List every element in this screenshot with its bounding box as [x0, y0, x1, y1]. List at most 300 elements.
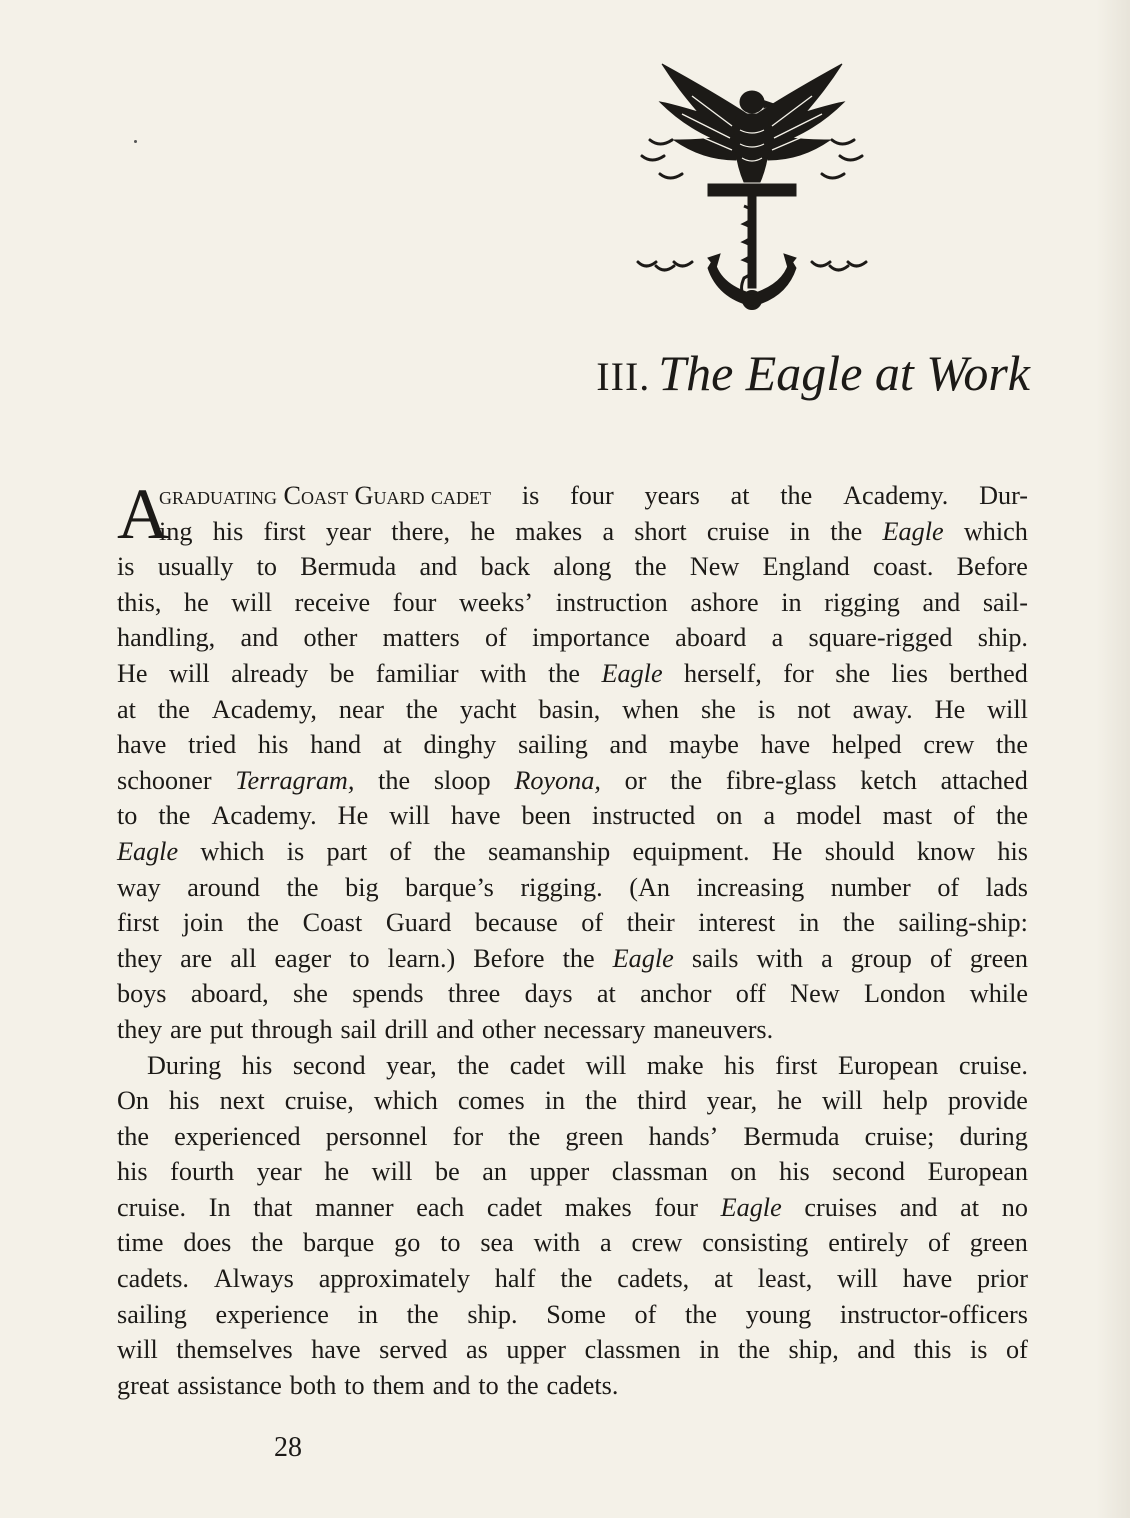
word: During: [147, 1050, 222, 1080]
text-line: [117, 763, 1028, 799]
word: square-rigged: [808, 623, 953, 653]
page-edge-shadow: [1096, 0, 1130, 1518]
word: his: [997, 836, 1028, 866]
word: Eagle: [117, 836, 179, 866]
word: year: [256, 1157, 302, 1187]
paragraph-1: [117, 474, 1028, 1048]
word: is: [521, 481, 540, 510]
chapter-number: III.: [596, 354, 651, 399]
word: short: [634, 516, 687, 546]
word: second: [292, 1050, 366, 1080]
word: there,: [391, 516, 451, 546]
word: make: [646, 1050, 704, 1080]
word: near: [338, 694, 384, 724]
word: each: [416, 1192, 465, 1222]
text-line: [117, 727, 1028, 763]
text-line: [117, 1190, 1028, 1226]
word: with: [533, 1228, 581, 1258]
word: basin,: [538, 694, 601, 724]
word: while: [969, 979, 1028, 1009]
word: and: [899, 1192, 938, 1222]
word: of: [581, 908, 604, 938]
word: the: [286, 872, 319, 902]
text-line: [117, 905, 1028, 941]
word: cadets.: [546, 1370, 619, 1400]
word: of: [953, 801, 975, 831]
word: this: [913, 1335, 952, 1365]
word: the: [251, 1228, 284, 1258]
word: as: [466, 1335, 488, 1365]
text-line: [117, 1261, 1028, 1297]
word: mast: [882, 801, 933, 831]
text-line: [117, 941, 1028, 977]
word: barque: [303, 1228, 375, 1258]
word: attached: [940, 765, 1028, 795]
word: berthed: [949, 658, 1028, 688]
word: Always: [213, 1264, 294, 1294]
word: the: [738, 1335, 771, 1365]
word: He: [117, 658, 148, 688]
eagle-anchor-emblem-icon: [632, 56, 872, 312]
word: to: [440, 1228, 461, 1258]
word: and: [922, 587, 961, 617]
text-line: [117, 1048, 1028, 1084]
word: Academy.: [211, 801, 317, 831]
word: not: [797, 694, 831, 724]
word: go: [394, 1228, 421, 1258]
word: three: [447, 979, 501, 1009]
word: to: [344, 1370, 365, 1400]
word: sea: [480, 1228, 514, 1258]
word: maneuvers.: [653, 1014, 774, 1044]
word: she: [700, 694, 736, 724]
word: through: [251, 1014, 333, 1044]
word: prior: [977, 1264, 1028, 1294]
word: during: [959, 1121, 1028, 1151]
word: he: [777, 1086, 802, 1116]
word: instructed: [591, 801, 696, 831]
word: should: [824, 836, 895, 866]
word: which: [200, 836, 265, 866]
word: a: [771, 623, 784, 653]
word: the: [830, 516, 863, 546]
body-text: [117, 474, 1028, 1403]
word: an: [482, 1157, 507, 1187]
word: he: [470, 516, 496, 546]
word: next: [219, 1086, 265, 1116]
word: for: [452, 1121, 484, 1151]
word: the: [548, 658, 581, 688]
word: been: [521, 801, 571, 831]
word: will: [371, 1157, 413, 1187]
word: In: [208, 1192, 231, 1222]
word: with: [756, 943, 804, 973]
word: entirely: [828, 1228, 909, 1258]
word: second: [832, 1157, 906, 1187]
word: classman: [611, 1157, 708, 1187]
word: the: [117, 1121, 149, 1151]
word: join: [182, 908, 224, 938]
word: Terragram,: [235, 765, 355, 795]
word: and: [436, 1014, 474, 1044]
word: have: [117, 730, 167, 760]
word: they: [117, 1014, 163, 1044]
word: will: [231, 587, 273, 617]
word: He: [337, 801, 369, 831]
word: He: [934, 694, 966, 724]
word: instructor-officers: [839, 1299, 1028, 1329]
word: the: [158, 801, 191, 831]
word: cadet: [509, 1050, 566, 1080]
word: ship.: [977, 623, 1028, 653]
text-line: [117, 1083, 1028, 1119]
word: crew: [923, 730, 975, 760]
word: first: [263, 516, 306, 546]
word: are: [180, 943, 213, 973]
word: crew: [631, 1228, 683, 1258]
word: barque’s: [405, 872, 494, 902]
word: Eagle: [612, 943, 674, 973]
word: ashore: [690, 587, 759, 617]
word: tried: [188, 730, 237, 760]
word: the: [405, 694, 438, 724]
word: he: [183, 587, 209, 617]
word: sail: [340, 1014, 377, 1044]
word: his: [169, 1086, 200, 1116]
text-line: [117, 1119, 1028, 1155]
word: ketch: [860, 765, 917, 795]
word: of: [389, 836, 412, 866]
word: of: [484, 623, 507, 653]
word: and: [857, 1335, 896, 1365]
word: cadets.: [117, 1264, 189, 1294]
word: increasing: [696, 872, 805, 902]
word: which: [963, 516, 1028, 546]
word: rigging.: [520, 872, 603, 902]
word: rigging: [824, 587, 900, 617]
word: his: [257, 730, 289, 760]
word: will: [117, 1335, 158, 1365]
word: a: [600, 1228, 612, 1258]
word: upper: [506, 1335, 567, 1365]
word: familiar: [375, 658, 459, 688]
word: Academy.: [843, 481, 949, 510]
chapter-heading: [480, 344, 1030, 402]
text-line: [117, 834, 1028, 870]
word: ship.: [467, 1299, 518, 1329]
word: know: [916, 836, 976, 866]
word: aboard: [675, 623, 747, 653]
speck-mark: [134, 140, 137, 143]
word: cadets,: [617, 1264, 690, 1294]
word: will: [837, 1264, 878, 1294]
word: green: [969, 943, 1028, 973]
word: his: [117, 1157, 148, 1187]
word: Eagle: [720, 1192, 782, 1222]
word: seamanship: [487, 836, 611, 866]
word: his: [779, 1157, 810, 1187]
text-line: [117, 1012, 1028, 1048]
text-line: [117, 585, 1028, 621]
word: when: [622, 694, 679, 724]
word: at: [730, 481, 750, 510]
chapter-title: The Eagle at Work: [658, 345, 1030, 401]
word: they: [117, 943, 163, 973]
word: (An: [629, 872, 670, 902]
word: of: [634, 1299, 657, 1329]
word: on: [730, 1157, 757, 1187]
word: be: [329, 658, 355, 688]
word: time: [117, 1228, 164, 1258]
word: interest: [698, 908, 776, 938]
word: four: [392, 587, 437, 617]
word: model: [796, 801, 862, 831]
word: He: [771, 836, 803, 866]
word: in: [544, 1086, 566, 1116]
word: yacht: [459, 694, 517, 724]
word: instruction: [555, 587, 668, 617]
word: have: [902, 1264, 953, 1294]
word: their: [626, 908, 675, 938]
word: number: [830, 872, 911, 902]
word: will: [821, 1086, 863, 1116]
word: all: [230, 943, 257, 973]
word: cruise: [706, 516, 770, 546]
word: back: [480, 552, 530, 582]
drop-cap: A: [117, 474, 169, 554]
word: part: [326, 836, 368, 866]
text-line: [117, 870, 1028, 906]
word: ship,: [788, 1335, 839, 1365]
word: Royona,: [514, 765, 601, 795]
word: of: [929, 943, 952, 973]
word: is: [286, 836, 305, 866]
word: in: [699, 1335, 720, 1365]
word: Eagle: [882, 516, 944, 546]
word: or: [624, 765, 647, 795]
word: to: [349, 943, 370, 973]
word: have: [451, 801, 501, 831]
text-line: [117, 656, 1028, 692]
text-line: [117, 798, 1028, 834]
word: Bermuda: [743, 1121, 840, 1151]
text-line: [117, 1332, 1028, 1368]
word: away.: [852, 694, 913, 724]
word: with: [480, 658, 527, 688]
word: aboard,: [190, 979, 269, 1009]
word: have: [760, 730, 811, 760]
word: young: [745, 1299, 812, 1329]
word: Coast: [302, 908, 363, 938]
word: handling,: [117, 623, 216, 653]
word: at: [117, 694, 136, 724]
word: provide: [947, 1086, 1028, 1116]
word: cruises: [804, 1192, 878, 1222]
word: cruise.: [958, 1050, 1028, 1080]
word: at: [382, 730, 402, 760]
word: Some: [546, 1299, 606, 1329]
word: the: [157, 694, 190, 724]
text-line: [117, 478, 1028, 514]
word: help: [882, 1086, 928, 1116]
word: drill: [384, 1014, 429, 1044]
word: around: [187, 872, 260, 902]
word: year,: [386, 1050, 437, 1080]
word: the: [378, 765, 411, 795]
word: receive: [294, 587, 371, 617]
word: is: [757, 694, 776, 724]
word: at: [960, 1192, 980, 1222]
word: and: [609, 730, 648, 760]
word: year,: [706, 1086, 758, 1116]
word: group: [850, 943, 912, 973]
word: sailing: [517, 730, 588, 760]
word: have: [311, 1335, 361, 1365]
word: sailing-ship:: [898, 908, 1028, 938]
word: coast.: [873, 552, 934, 582]
word: Before: [956, 552, 1028, 582]
word: because: [474, 908, 558, 938]
word: to: [478, 1370, 499, 1400]
word: in: [357, 1299, 378, 1329]
text-line: [117, 620, 1028, 656]
text-line: [117, 1154, 1028, 1190]
word: the: [506, 1370, 539, 1400]
word: On: [117, 1086, 150, 1116]
word: third: [637, 1086, 687, 1116]
word: in: [781, 587, 802, 617]
word: that: [253, 1192, 293, 1222]
word: the: [842, 908, 875, 938]
word: she: [835, 658, 871, 688]
word: served: [379, 1335, 448, 1365]
word: to: [256, 552, 277, 582]
word: hand: [310, 730, 362, 760]
word: the: [433, 836, 466, 866]
word: the: [406, 1299, 439, 1329]
word: assistance: [177, 1370, 282, 1400]
word: Guard: [385, 908, 452, 938]
word: the: [670, 765, 703, 795]
text-line: [117, 549, 1028, 585]
word: schooner: [117, 765, 212, 795]
word: lies: [891, 658, 928, 688]
word: for: [783, 658, 814, 688]
word: the: [562, 943, 595, 973]
word: in: [789, 516, 811, 546]
word: anchor: [640, 979, 712, 1009]
text-line: [117, 1368, 1028, 1404]
word: first: [117, 908, 160, 938]
word: lads: [985, 872, 1028, 902]
text-line: [117, 976, 1028, 1012]
word: the: [685, 1299, 718, 1329]
word: European: [927, 1157, 1028, 1187]
word: big: [345, 872, 379, 902]
word: great: [117, 1370, 170, 1400]
word: comes: [457, 1086, 525, 1116]
word: approximately: [318, 1264, 470, 1294]
word: least,: [757, 1264, 813, 1294]
word: a: [602, 516, 615, 546]
word: be: [434, 1157, 460, 1187]
word: in: [798, 908, 820, 938]
word: sailing: [117, 1299, 187, 1329]
word: Eagle: [601, 658, 663, 688]
word: the: [560, 1264, 593, 1294]
word: four: [570, 481, 614, 510]
word: graduating Coast Guard cadet: [159, 481, 492, 510]
word: half: [494, 1264, 536, 1294]
word: usually: [157, 552, 234, 582]
word: sails: [691, 943, 739, 973]
word: his: [724, 1050, 755, 1080]
word: New: [689, 552, 740, 582]
word: will: [987, 694, 1028, 724]
word: London: [863, 979, 946, 1009]
word: his: [241, 1050, 273, 1080]
word: herself,: [684, 658, 762, 688]
word: which: [373, 1086, 438, 1116]
word: will: [585, 1050, 627, 1080]
word: fibre-glass: [725, 765, 837, 795]
word: ing: [159, 516, 193, 546]
word: year: [325, 516, 371, 546]
word: days: [524, 979, 573, 1009]
word: of: [937, 872, 960, 902]
word: will: [168, 658, 210, 688]
word: years: [644, 481, 700, 510]
word: other: [303, 623, 358, 653]
word: the: [995, 730, 1028, 760]
word: cadet: [486, 1192, 543, 1222]
word: first: [775, 1050, 818, 1080]
word: at: [714, 1264, 733, 1294]
word: upper: [529, 1157, 590, 1187]
word: off: [735, 979, 766, 1009]
word: of: [1006, 1335, 1028, 1365]
word: she: [292, 979, 328, 1009]
word: experienced: [174, 1121, 301, 1151]
word: maybe: [669, 730, 739, 760]
word: already: [231, 658, 309, 688]
word: on: [716, 801, 743, 831]
text-line: [117, 1225, 1028, 1261]
word: helped: [831, 730, 902, 760]
word: themselves: [176, 1335, 293, 1365]
word: are: [169, 1014, 202, 1044]
word: the: [247, 908, 280, 938]
word: four: [654, 1192, 698, 1222]
word: is: [117, 552, 135, 582]
word: his: [212, 516, 244, 546]
word: and: [432, 1370, 471, 1400]
word: green: [565, 1121, 624, 1151]
word: to: [117, 801, 138, 831]
word: cruise;: [864, 1121, 935, 1151]
word: at: [596, 979, 616, 1009]
word: equipment.: [632, 836, 750, 866]
word: and: [419, 552, 458, 582]
word: way: [117, 872, 161, 902]
word: the: [634, 552, 667, 582]
word: Bermuda: [300, 552, 397, 582]
word: is: [970, 1335, 988, 1365]
page-number: 28: [274, 1432, 302, 1463]
text-line: [117, 1297, 1028, 1333]
word: personnel: [325, 1121, 428, 1151]
word: other: [481, 1014, 536, 1044]
